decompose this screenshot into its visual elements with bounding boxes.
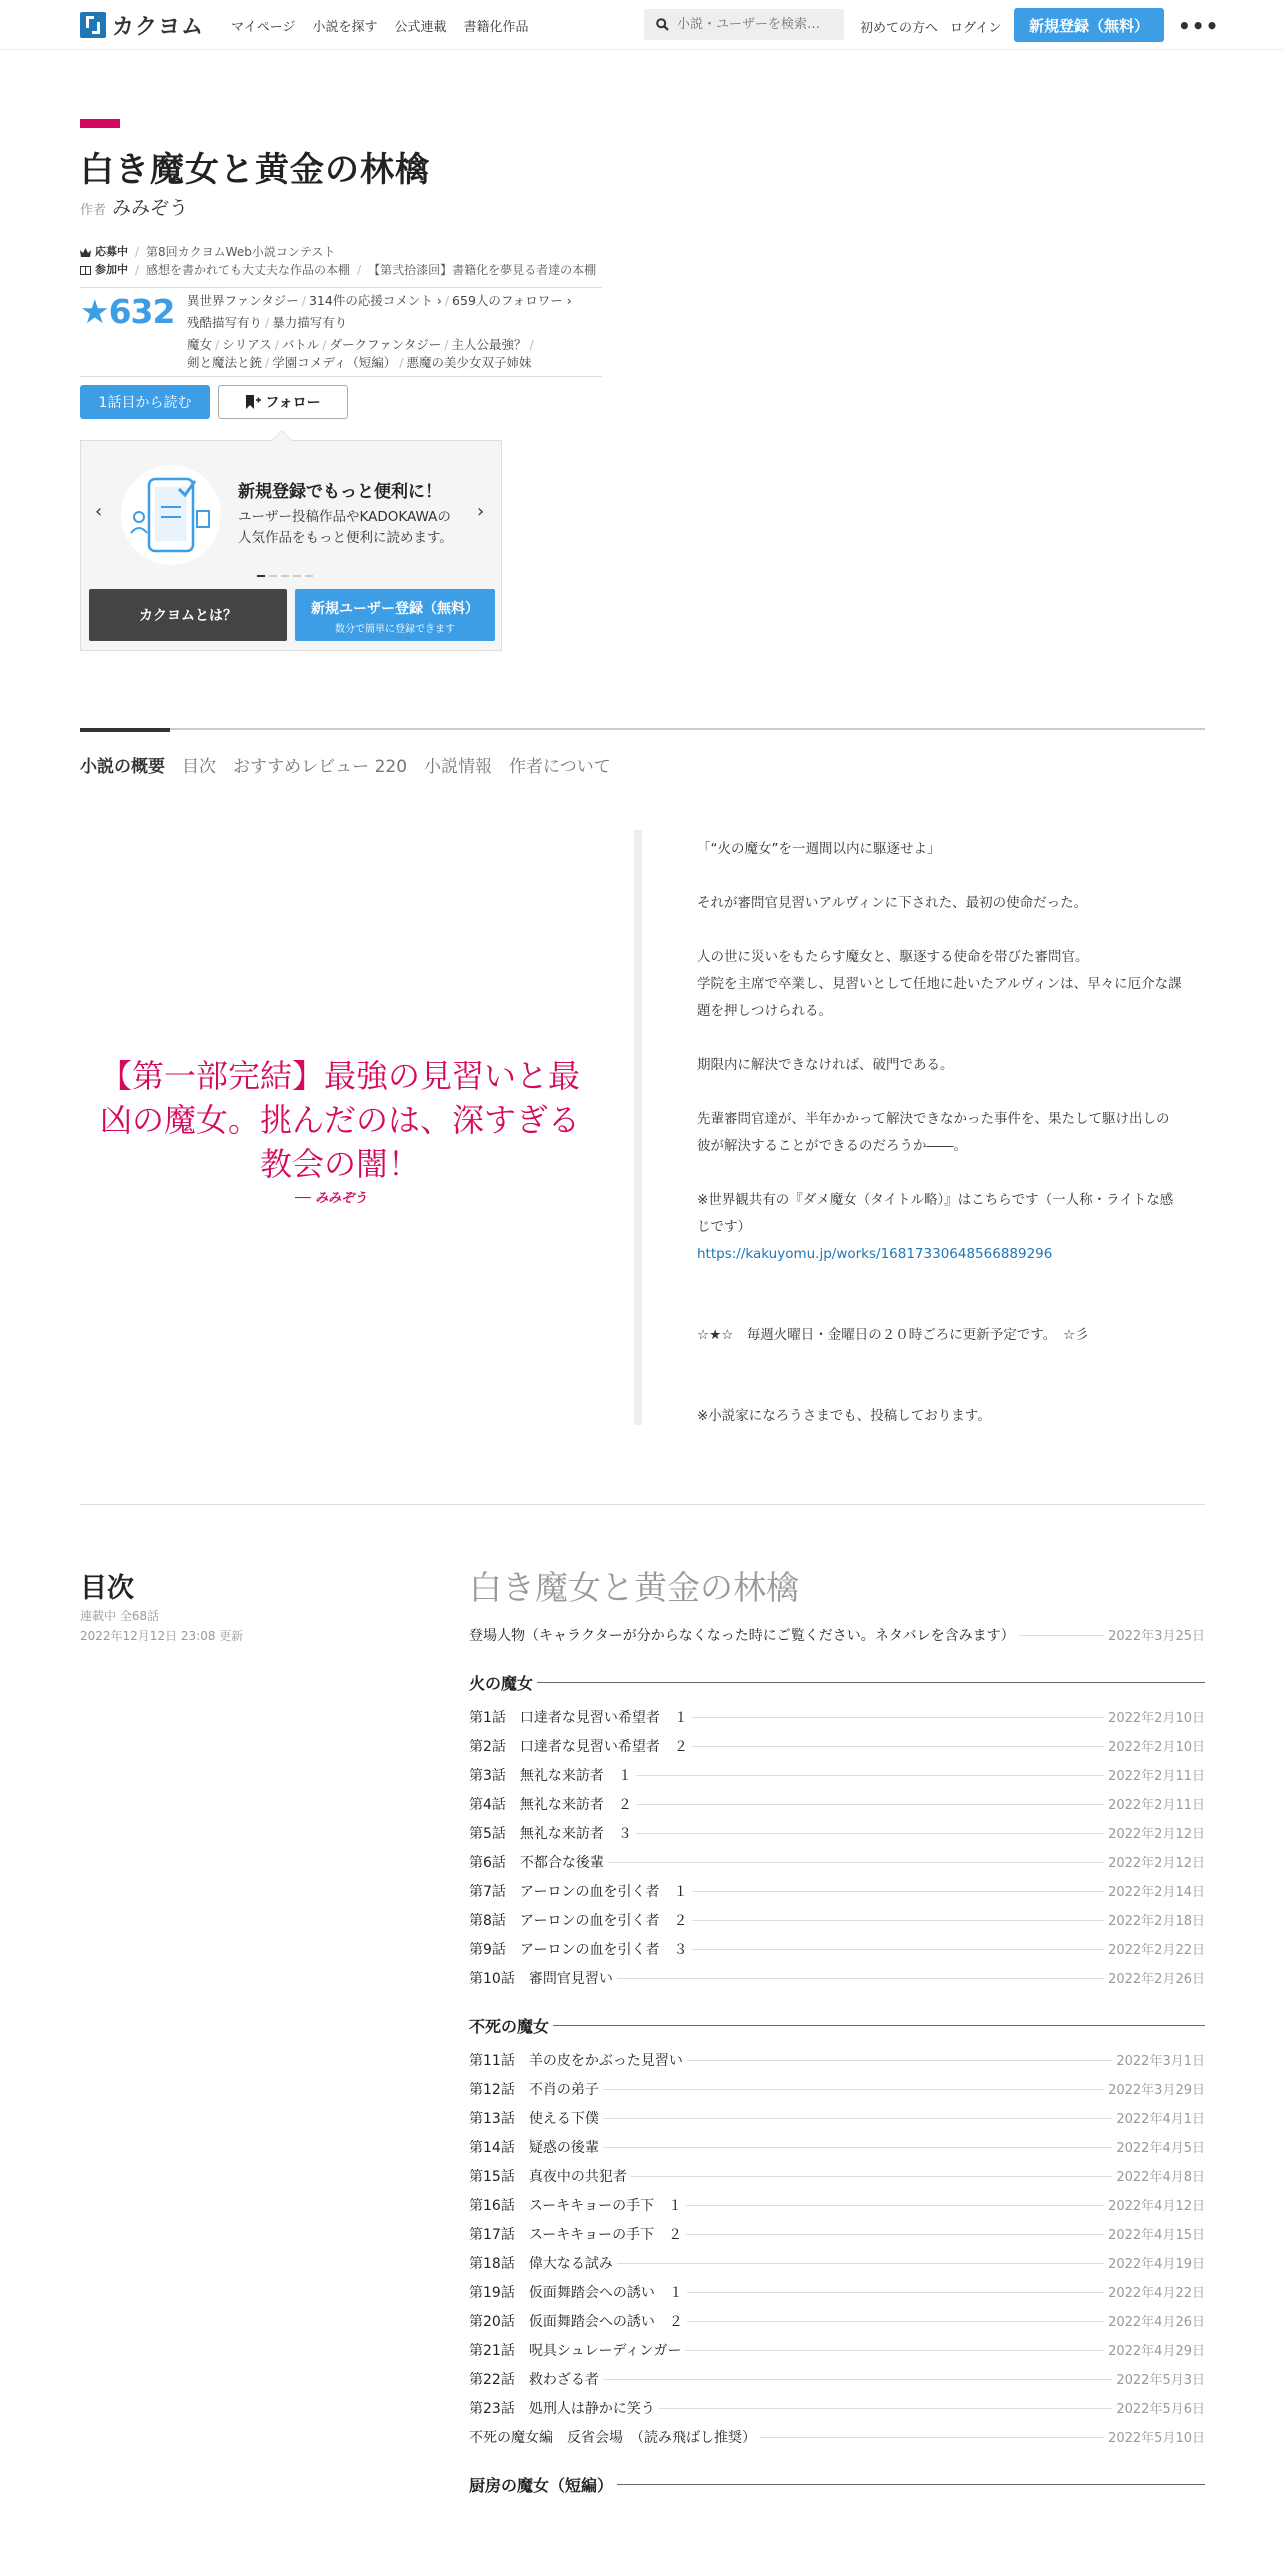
promo-register-button[interactable] — [295, 589, 495, 641]
episode-date: 2022年3月1日 — [1116, 2054, 1205, 2069]
intro-schedule: ☆★☆ 毎週火曜日・金曜日の２０時ごろに更新予定です。 ☆彡 — [697, 1327, 1089, 1343]
tag-link[interactable]: 悪魔の美少女双子姉妹 — [406, 355, 532, 370]
episode-date: 2022年5月10日 — [1108, 2431, 1205, 2446]
nav-published-works[interactable]: 書籍化作品 — [463, 20, 529, 35]
episode-title: 第8話 アーロンの血を引く者 ２ — [469, 1912, 688, 1929]
promo-title: 新規登録でもっと便利に！ — [238, 482, 442, 502]
episode-date: 2022年5月6日 — [1116, 2402, 1205, 2417]
episode-date: 2022年4月22日 — [1108, 2286, 1205, 2301]
episode-title: 登場人物（キャラクターが分からなくなった時にご覧ください。ネタバレを含みます） — [469, 1627, 1015, 1644]
active-tab-indicator — [80, 728, 170, 732]
episode-item[interactable] — [469, 1702, 1205, 1731]
episode-title: 第15話 真夜中の共犯者 — [469, 2168, 627, 2185]
episode-date: 2022年4月26日 — [1108, 2315, 1205, 2330]
follow-button[interactable] — [218, 385, 348, 419]
promo-desc-line: ユーザー投稿作品やKADOKAWAの — [238, 509, 451, 525]
episode-title: 第18話 偉大なる試み — [469, 2255, 613, 2272]
chapter-heading — [469, 1662, 1205, 1702]
episode-title: 第13話 使える下僕 — [469, 2110, 599, 2127]
intro-note: ※小説家になろうさまでも、投稿しております。 — [697, 1408, 991, 1424]
episode-item[interactable] — [469, 2132, 1205, 2161]
episode-date: 2022年4月29日 — [1108, 2344, 1205, 2359]
episode-title: 第22話 救わざる者 — [469, 2371, 599, 2388]
episode-date: 2022年4月19日 — [1108, 2257, 1205, 2272]
divider — [80, 376, 602, 377]
intro-link[interactable]: https://kakuyomu.jp/works/16817330648566889296 — [697, 1246, 1053, 1262]
tag-link[interactable]: バトル — [281, 337, 320, 352]
site-header — [0, 0, 1284, 50]
chevron-left-icon[interactable]: ‹ — [95, 501, 103, 522]
catchphrase-author: ── みみぞう — [295, 1191, 368, 1206]
promo-illustration-icon — [121, 465, 221, 565]
episode-item[interactable] — [469, 1789, 1205, 1818]
episode-date: 2022年2月22日 — [1108, 1943, 1205, 1958]
join-tag: 参加中 — [95, 263, 128, 276]
episode-item[interactable] — [469, 1963, 1205, 1992]
promo-register-label: 新規ユーザー登録（無料） — [311, 601, 479, 617]
episode-title: 第3話 無礼な来訪者 １ — [469, 1767, 632, 1784]
episode-item[interactable] — [469, 2074, 1205, 2103]
episode-item[interactable] — [469, 1934, 1205, 1963]
episode-title: 第4話 無礼な来訪者 ２ — [469, 1796, 632, 1813]
author-label: 作者 — [80, 203, 107, 218]
episode-date: 2022年3月25日 — [1108, 1629, 1205, 1644]
episode-title: 第5話 無礼な来訪者 ３ — [469, 1825, 632, 1842]
toc-status: 連載中 全68話 — [80, 1609, 160, 1623]
work-tabs — [80, 752, 611, 777]
site-logo[interactable] — [80, 12, 204, 38]
contest-link[interactable]: 第8回カクヨムWeb小説コンテスト — [146, 245, 336, 259]
episode-item[interactable] — [469, 1818, 1205, 1847]
episode-item[interactable] — [469, 2393, 1205, 2422]
intro-line — [697, 863, 1182, 890]
episode-item[interactable] — [469, 1876, 1205, 1905]
tag-link[interactable]: 学園コメディ（短編） — [272, 355, 397, 370]
nav-official-series[interactable]: 公式連載 — [394, 20, 447, 35]
tag-link[interactable]: ダークファンタジー — [329, 337, 442, 352]
author-line — [80, 193, 188, 220]
episode-item[interactable] — [469, 1620, 1205, 1649]
episode-title: 第23話 処刑人は静かに笑う — [469, 2400, 655, 2417]
search-box[interactable] — [644, 9, 844, 40]
tag-link[interactable]: 剣と魔法と銃 — [187, 355, 263, 370]
episode-item[interactable] — [469, 2277, 1205, 2306]
episode-item[interactable] — [469, 2422, 1205, 2451]
comments-link[interactable]: 314件の応援コメント — [308, 293, 433, 308]
episode-item[interactable] — [469, 2103, 1205, 2132]
chapter-title: 不死の魔女 — [469, 2016, 550, 2036]
episode-date: 2022年2月14日 — [1108, 1885, 1205, 1900]
tab-reviews[interactable]: おすすめレビュー 220 — [233, 757, 408, 777]
episode-item[interactable] — [469, 2161, 1205, 2190]
intro-line: 期限内に解決できなければ、破門である。 — [697, 1057, 954, 1073]
promo-register-sub: 数分で簡単に登録できます — [335, 624, 455, 635]
episode-item[interactable] — [469, 1905, 1205, 1934]
episode-item[interactable] — [469, 2190, 1205, 2219]
intro-line — [697, 917, 1182, 944]
chevron-right-icon[interactable]: › — [477, 501, 485, 522]
episode-item[interactable] — [469, 1847, 1205, 1876]
toc-work-title: 白き魔女と黄金の林檎 — [469, 1568, 799, 1607]
intro-line — [697, 1160, 1182, 1187]
intro-line: それが審問官見習いアルヴィンに下された、最初の使命だった。 — [697, 895, 1088, 911]
summary-divider — [634, 830, 642, 1425]
search-input[interactable] — [677, 17, 837, 32]
author-name-link[interactable]: みみぞう — [112, 197, 189, 219]
follow-label: フォロー — [265, 395, 321, 411]
toc-heading: 目次 — [80, 1573, 134, 1604]
intro-line — [697, 1025, 1182, 1052]
episode-date: 2022年4月1日 — [1116, 2112, 1205, 2127]
login-link[interactable]: ログイン — [950, 21, 1002, 36]
nav-mypage[interactable]: マイページ — [231, 20, 296, 35]
followers-link[interactable]: 659人のフォロワー — [452, 293, 563, 308]
tab-toc[interactable]: 目次 — [182, 757, 216, 777]
main-nav — [231, 16, 529, 35]
episode-title: 第14話 疑惑の後輩 — [469, 2139, 599, 2156]
about-kakuyomu-button[interactable]: カクヨムとは？ — [89, 589, 287, 641]
episode-item[interactable] — [469, 2364, 1205, 2393]
nav-search-novels[interactable]: 小説を探す — [312, 20, 378, 35]
episode-title: 第20話 仮面舞踏会への誘い ２ — [469, 2313, 683, 2330]
intro-line: ※世界観共有の『ダメ魔女（タイトル略）』はこちらです（一人称・ライトな感じです） — [697, 1192, 1174, 1235]
contest-tag: 応募中 — [95, 245, 128, 258]
episode-item[interactable] — [469, 2335, 1205, 2364]
tag-link[interactable]: シリアス — [222, 337, 272, 352]
episode-title: 第7話 アーロンの血を引く者 １ — [469, 1883, 688, 1900]
episode-title: 第12話 不肖の弟子 — [469, 2081, 599, 2098]
intro-line — [697, 1079, 1182, 1106]
episode-title: 第1話 口達者な見習い希望者 １ — [469, 1709, 688, 1726]
episode-title: 第17話 スーキキョーの手下 ２ — [469, 2226, 683, 2243]
episode-title: 第9話 アーロンの血を引く者 ３ — [469, 1941, 688, 1958]
star-count[interactable]: ★632 — [80, 292, 175, 331]
work-meta: 異世界ファンタジー / 314件の応援コメント › / 659人のフォロワー › 残酷描写有り / 暴力描写有り 魔女 / シリアス / バトル / ダークファンタジー / 主人公最強？ / 剣と魔法と銃 / 学園コメディ（短編） / 悪魔の美少女双子姉妹 — [187, 293, 572, 370]
episode-date: 2022年2月18日 — [1108, 1914, 1205, 1929]
header-register-button[interactable]: 新規登録（無料） — [1014, 8, 1164, 42]
episode-date: 2022年3月29日 — [1108, 2083, 1205, 2098]
intro-line: 学院を主席で卒業し、見習いとして任地に赴いたアルヴィンは、早々に厄介な課題を押しつけられる。 — [697, 976, 1182, 1019]
episode-list — [469, 1620, 1205, 2504]
episode-title: 第10話 審問官見習い — [469, 1970, 613, 1987]
intro-line: 人の世に災いをもたらす魔女と、駆逐する使命を帯びた審問官。 — [697, 949, 1089, 965]
introduction — [697, 836, 1182, 1430]
toc-meta — [80, 1606, 243, 1646]
signup-promo — [80, 440, 502, 651]
tag-link[interactable]: 主人公最強？ — [451, 337, 527, 352]
title-accent-bar — [80, 119, 120, 128]
chapter-title: 火の魔女 — [469, 1673, 534, 1693]
episode-date: 2022年5月3日 — [1116, 2373, 1205, 2388]
episode-date: 2022年2月11日 — [1108, 1798, 1205, 1813]
catchphrase: 【第一部完結】最強の見習いと最凶の魔女。挑んだのは、深すぎる教会の闇！ — [100, 1057, 581, 1183]
more-menu-icon[interactable]: ••• — [1178, 14, 1220, 38]
episode-item[interactable] — [469, 1731, 1205, 1760]
first-time-link[interactable]: 初めての方へ — [860, 21, 939, 36]
episode-date: 2022年2月11日 — [1108, 1769, 1205, 1784]
episode-date: 2022年2月12日 — [1108, 1856, 1205, 1871]
toc-updated: 2022年12月12日 23:08 更新 — [80, 1629, 244, 1643]
promo-desc-line: 人気作品をもっと便利に読めます。 — [238, 530, 453, 546]
divider — [80, 287, 602, 288]
episode-title: 第16話 スーキキョーの手下 １ — [469, 2197, 683, 2214]
chapter-title: 厨房の魔女（短編） — [469, 2475, 614, 2495]
genre-link[interactable]: 異世界ファンタジー — [187, 293, 299, 308]
work-title: 白き魔女と黄金の林檎 — [80, 150, 430, 190]
episode-date: 2022年4月5日 — [1116, 2141, 1205, 2156]
contest-info: 応募中 / 第8回カクヨムWeb小説コンテスト 参加中 / 感想を書かれても大丈夫な作品の本棚 / 【第弐拾漆回】書籍化を夢見る者達の本棚 — [80, 243, 596, 279]
carousel-dots[interactable] — [257, 575, 313, 577]
episode-date: 2022年2月10日 — [1108, 1740, 1205, 1755]
episode-date: 2022年2月26日 — [1108, 1972, 1205, 1987]
episode-item[interactable] — [469, 1760, 1205, 1789]
episode-date: 2022年4月15日 — [1108, 2228, 1205, 2243]
intro-line: 先輩審問官達が、半年かかって解決できなかった事件を、果たして駆け出しの彼が解決することができるのだろうか――。 — [697, 1111, 1170, 1154]
intro-line: 「“火の魔女”を一週間以内に駆逐せよ」 — [697, 841, 941, 857]
episode-title: 第11話 羊の皮をかぶった見習い — [469, 2052, 683, 2069]
episode-date: 2022年4月12日 — [1108, 2199, 1205, 2214]
episode-item[interactable] — [469, 2306, 1205, 2335]
bookshelf-link-1[interactable]: 感想を書かれても大丈夫な作品の本棚 — [146, 263, 351, 277]
crown-icon — [80, 248, 91, 257]
bookshelf-icon — [80, 266, 91, 275]
episode-item[interactable] — [469, 2219, 1205, 2248]
episode-date: 2022年4月8日 — [1116, 2170, 1205, 2185]
search-icon — [656, 18, 669, 31]
episode-title: 第2話 口達者な見習い希望者 ２ — [469, 1738, 688, 1755]
episode-title: 不死の魔女編 反省会場 （読み飛ばし推奨） — [469, 2429, 756, 2446]
warning-tag: 暴力描写有り — [272, 315, 348, 330]
tag-link[interactable]: 魔女 — [187, 337, 213, 352]
episode-date: 2022年2月10日 — [1108, 1711, 1205, 1726]
episode-title: 第6話 不都合な後輩 — [469, 1854, 604, 1871]
promo-description — [238, 507, 453, 549]
warning-tag: 残酷描写有り — [187, 315, 263, 330]
tab-about-author[interactable]: 作者について — [509, 757, 611, 777]
chapter-heading — [469, 2464, 1205, 2504]
section-divider — [80, 1504, 1205, 1505]
logo-mark-icon — [80, 12, 106, 38]
tab-divider — [80, 728, 1205, 730]
episode-item[interactable] — [469, 2248, 1205, 2277]
logo-text: カクヨム — [112, 14, 205, 40]
episode-title: 第21話 呪具シュレーディンガー — [469, 2342, 682, 2359]
tab-work-info[interactable]: 小説情報 — [424, 757, 493, 777]
read-first-episode-button[interactable]: 1話目から読む — [80, 385, 210, 419]
episode-title: 第19話 仮面舞踏会への誘い １ — [469, 2284, 683, 2301]
bookmark-plus-icon — [245, 395, 261, 409]
episode-item[interactable] — [469, 2045, 1205, 2074]
episode-date: 2022年2月12日 — [1108, 1827, 1205, 1842]
bookshelf-link-2[interactable]: 【第弐拾漆回】書籍化を夢見る者達の本棚 — [368, 263, 597, 277]
tab-summary[interactable]: 小説の概要 — [80, 757, 165, 777]
chapter-heading — [469, 2005, 1205, 2045]
